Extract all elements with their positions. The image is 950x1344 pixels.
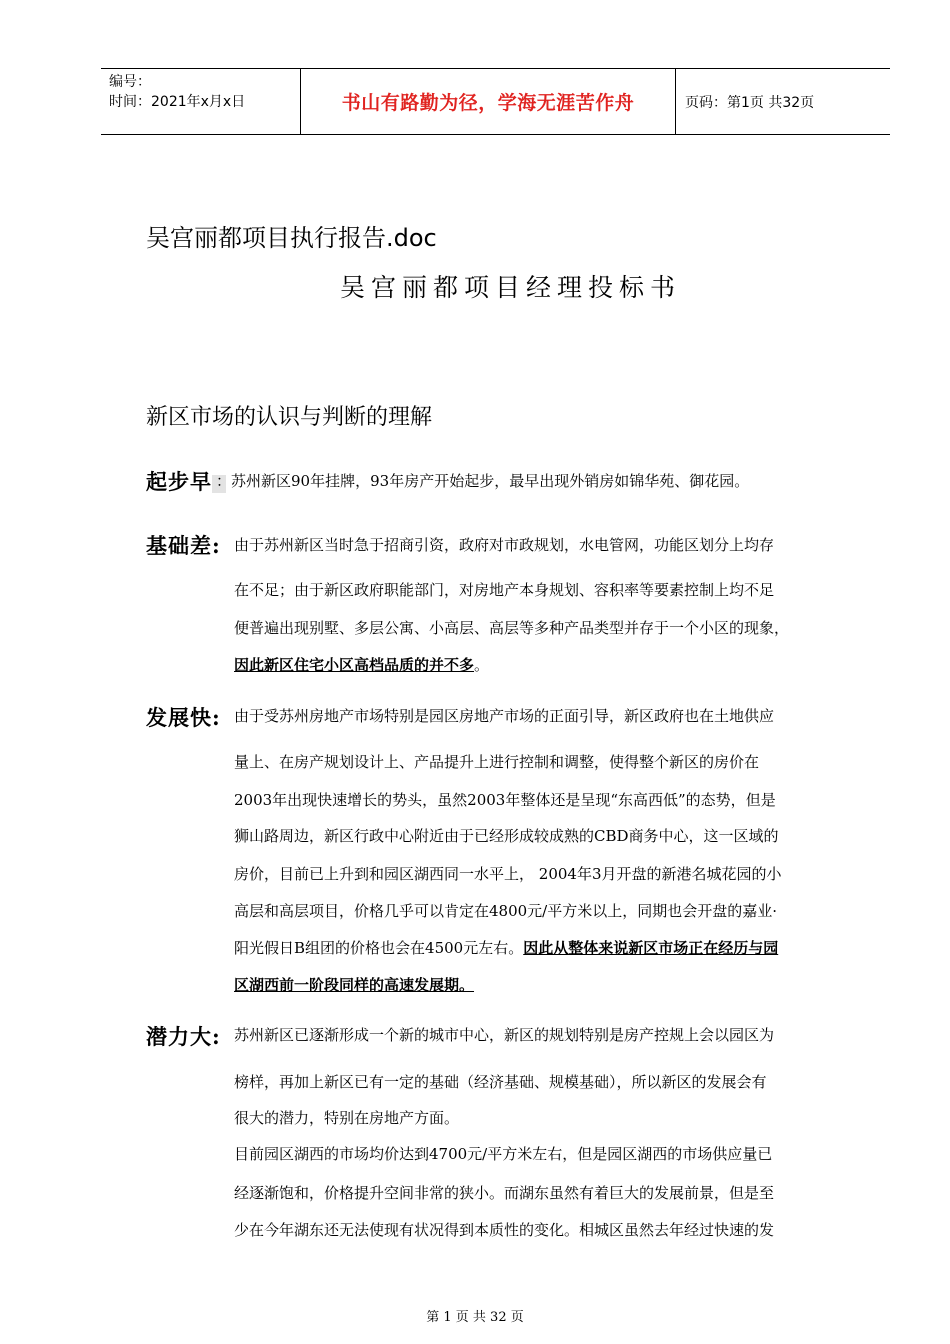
page-footer: 第 1 页 共 32 页 bbox=[426, 1310, 524, 1325]
paragraph-line: 量上、在房产规划设计上、产品提升上进行控制和调整，使得整个新区的房价在 bbox=[234, 753, 760, 771]
paragraph-line: 房价，目前已上升到和园区湖西同一水平上， 2004年3月开盘的新港名城花园的小 bbox=[234, 865, 782, 883]
paragraph-line: 很大的潜力，特别在房地产方面。 bbox=[234, 1109, 460, 1127]
page-title: 吴宫丽都项目经理投标书 bbox=[340, 273, 682, 302]
emphasis-text: 因此新区住宅小区高档品质的并不多 bbox=[234, 656, 475, 674]
paragraph-line-emphasis bbox=[234, 655, 489, 675]
period: 。 bbox=[474, 656, 490, 674]
paragraph-line: 由于苏州新区当时急于招商引资，政府对市政规划，水电管网，功能区划分上均存 bbox=[234, 536, 775, 554]
header-motto: 书山有路勤为径，学海无涯苦作舟 bbox=[301, 69, 676, 134]
number-label: 编号： bbox=[109, 74, 151, 90]
paragraph-line: 在不足；由于新区政府职能部门，对房地产本身规划、容积率等要素控制上均不足 bbox=[234, 581, 775, 599]
qibu-text: 苏州新区90年挂牌，93年房产开始起步，最早出现外销房如锦华苑、御花园。 bbox=[231, 472, 750, 490]
item-label-fazhan: 发展快: bbox=[146, 705, 221, 730]
header-table bbox=[101, 68, 890, 135]
time-line: 时间：2021年x月x日 bbox=[109, 94, 246, 110]
paragraph-line: 目前园区湖西的市场均价达到4700元/平方米左右，但是园区湖西的市场供应量已 bbox=[234, 1145, 773, 1163]
paragraph-line: 高层和高层项目，价格几乎可以肯定在4800元/平方米以上，同期也会开盘的嘉业· bbox=[234, 902, 777, 920]
paragraph-line: 苏州新区已逐渐形成一个新的城市中心，新区的规划特别是房产控规上会以园区为 bbox=[234, 1026, 775, 1044]
item-label-qianli: 潜力大: bbox=[146, 1024, 221, 1049]
header-meta-cell bbox=[101, 69, 301, 134]
header-page-info: 页码：第1页 共32页 bbox=[685, 94, 815, 111]
paragraph-line-emphasis bbox=[234, 938, 778, 958]
section-heading: 新区市场的认识与判断的理解 bbox=[146, 405, 433, 430]
paragraph-line: 少在今年湖东还无法使现有状况得到本质性的变化。相城区虽然去年经过快速的发 bbox=[234, 1221, 775, 1239]
emphasis-text: 因此从整体来说新区市场正在经历与园 bbox=[523, 939, 779, 957]
emphasis-text: 区湖西前一阶段同样的高速发展期。 bbox=[234, 976, 475, 994]
plain-text: 阳光假日B组团的价格也会在4500元左右。 bbox=[234, 939, 524, 957]
colon: ： bbox=[216, 472, 232, 490]
item-text-qibu bbox=[216, 471, 749, 491]
paragraph-line: 便普遍出现别墅、多层公寓、小高层、高层等多种产品类型并存于一个小区的现象， bbox=[234, 619, 790, 637]
document-filename: 吴宫丽都项目执行报告.doc bbox=[146, 224, 437, 252]
paragraph-line: 榜样，再加上新区已有一定的基础（经济基础、规模基础），所以新区的发展会有 bbox=[234, 1073, 767, 1091]
item-label-qibu bbox=[146, 466, 226, 496]
paragraph-line-emphasis bbox=[234, 975, 474, 995]
paragraph-line: 由于受苏州房地产市场特别是园区房地产市场的正面引导，新区政府也在土地供应 bbox=[234, 707, 775, 725]
paragraph-line: 狮山路周边，新区行政中心附近由于已经形成较成熟的CBD商务中心，这一区域的 bbox=[234, 827, 779, 845]
paragraph-line: 2003年出现快速增长的势头，虽然2003年整体还是呈现“东高西低”的态势，但是 bbox=[234, 791, 776, 809]
item-label-qibu-text: 起步早 bbox=[146, 469, 212, 494]
paragraph-line: 经逐渐饱和，价格提升空间非常的狭小。而湖东虽然有着巨大的发展前景，但是至 bbox=[234, 1184, 775, 1202]
item-label-jichu: 基础差: bbox=[146, 533, 221, 558]
